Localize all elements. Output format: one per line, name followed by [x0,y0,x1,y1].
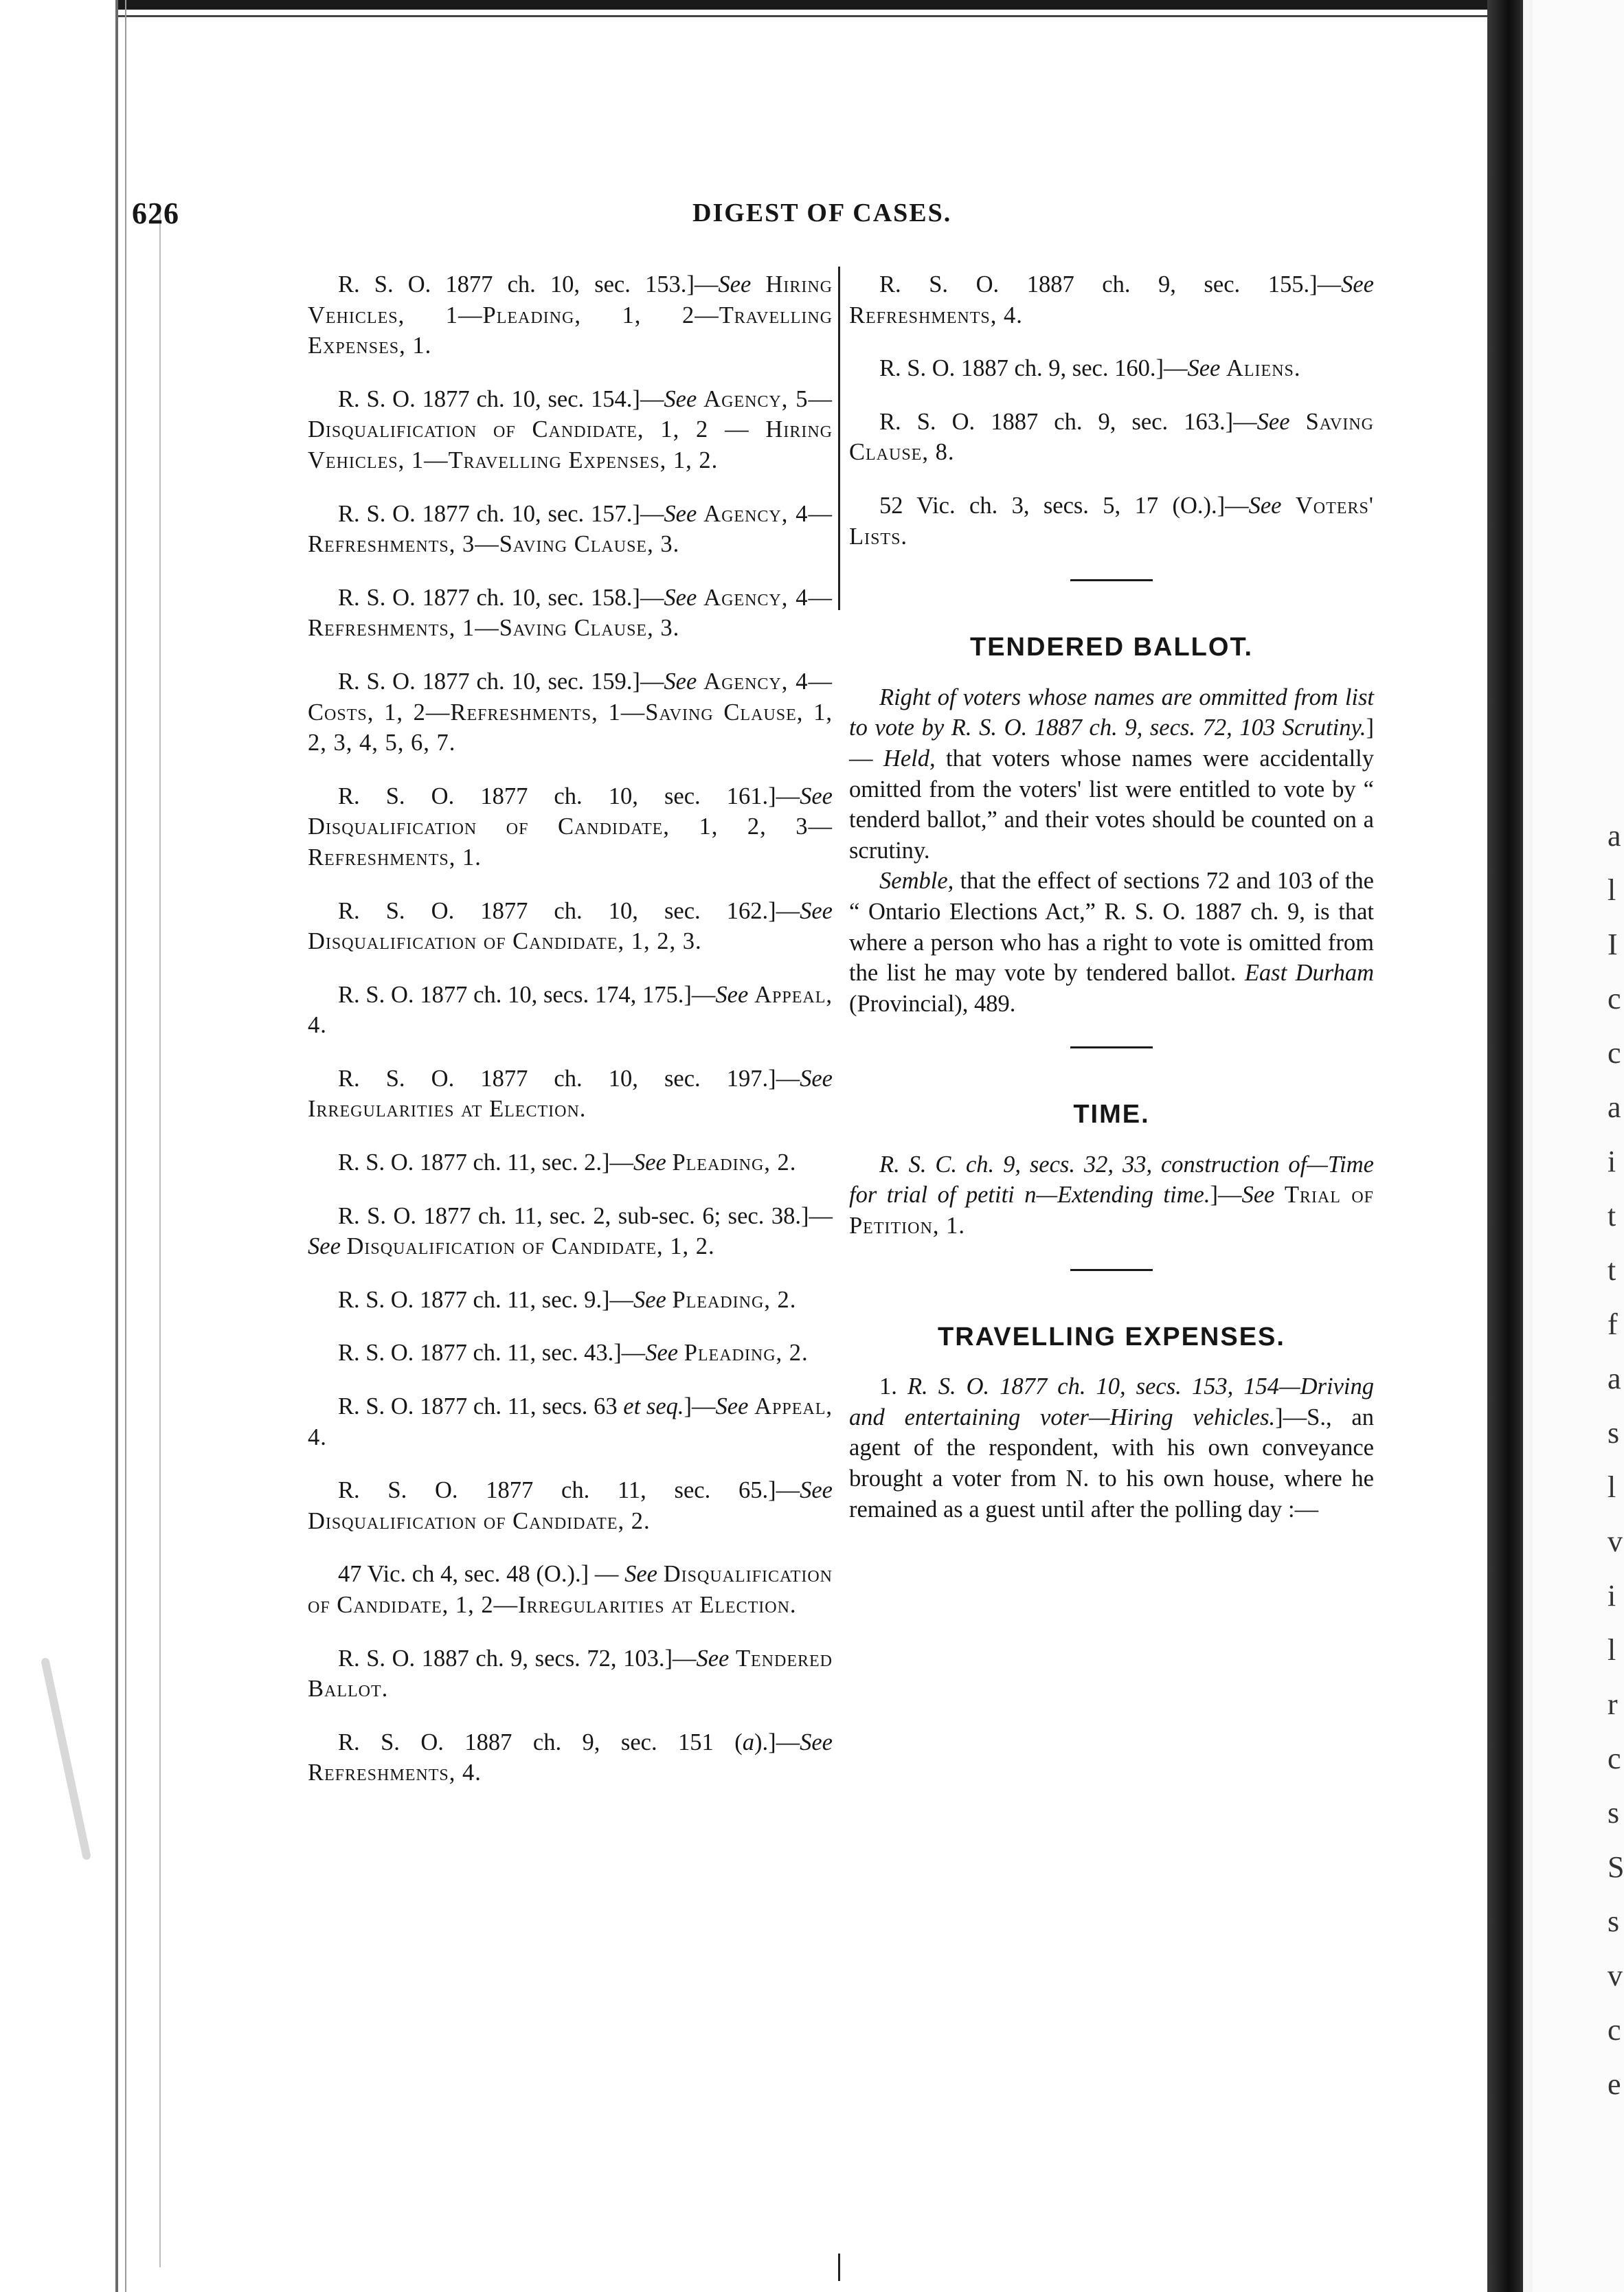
index-entry [308,666,833,759]
travelling-summary-italic: R. S. O. 1877 ch. 10, secs. 153, 154—Driving and entertaining voter—Hiring vehicles. [849,1373,1375,1430]
statute-reference: R. S. O. 1887 ch. 9, sec. 163.]— [879,408,1257,435]
index-entry [308,1727,833,1788]
cross-reference: Appeal, 4. [308,1393,833,1450]
bracket-dash: ] — [849,715,1374,772]
index-entry-text [308,1285,833,1316]
index-entry-text [308,980,833,1041]
statute-reference: R. S. O. 1887 ch. 9, sec. 160.]— [879,355,1188,382]
section-heading-time: TIME. [1073,1100,1150,1130]
facing-page-letter: e [1608,2067,1621,2101]
facing-page-letter: f [1608,1307,1618,1341]
cross-reference: Aliens. [1226,355,1301,382]
semble-label: Semble, [879,868,954,895]
index-entry [308,781,833,873]
index-entry-text [308,1147,833,1178]
see-label: See [1256,408,1290,435]
facing-page-letter: I [1608,928,1618,961]
see-label: See [1341,271,1374,297]
cross-reference: Agency, 4—Costs, 1, 2—Refreshments, 1—Saving Clause, 1, 2, 3, 4, 5, 6, 7. [308,668,833,756]
case-citation: (Provincial), 489. [849,990,1016,1017]
page-edge-shadow [159,206,161,2267]
see-label: See [696,1645,730,1672]
cross-reference: Pleading, 2. [672,1286,797,1313]
index-entry-text [849,491,1374,552]
facing-page-letter: c [1608,1036,1621,1070]
index-entry [849,407,1374,468]
time-summary-italic: R. S. C. ch. 9, secs. 32, 33, construction of—Time for trial of petiti n—Extending time. [849,1151,1374,1209]
column-divider [838,267,840,610]
travelling-expenses-paragraph [849,1371,1374,1525]
cross-reference: Agency, 4—Refreshments, 1—Saving Clause, 3. [308,584,833,642]
facing-page-letter: l [1608,873,1616,907]
facing-page-letter: S [1608,1850,1624,1884]
cross-reference: Appeal, 4. [308,981,833,1039]
see-label: See [800,897,833,924]
facing-page-letter: a [1608,819,1621,853]
index-entry-text [308,666,833,759]
facing-page-letter: v [1608,1959,1623,1992]
time-paragraph [849,1149,1374,1242]
see-label: See [800,1065,833,1092]
cross-reference: Disqualification of Candidate, 1, 2. [346,1233,715,1260]
statute-reference: R. S. O. 1887 ch. 9, secs. 72, 103.]— [338,1645,697,1672]
statute-reference: R. S. O. 1877 ch. 11, sec. 2.]— [338,1149,633,1176]
see-label: See [1241,1182,1275,1209]
statute-reference-end: ]— [684,1393,716,1420]
index-entry-text [308,269,833,361]
cross-reference: Disqualification of Candidate, 2. [308,1507,651,1534]
index-entry-text [308,1475,833,1536]
index-entry-text [308,896,833,957]
cross-reference: Agency, 4—Refreshments, 3—Saving Clause, 3. [308,500,833,558]
index-entry-text [849,269,1374,330]
gutter-highlight [1523,0,1533,2292]
statute-reference: R. S. O. 1887 ch. 9, sec. 155.]— [879,271,1342,297]
see-label: See [664,668,697,695]
index-entry [308,1201,833,1262]
cross-reference: Saving Clause, 8. [849,408,1375,466]
statute-reference-italic: et seq. [623,1393,684,1420]
cross-reference: Disqualification of Candidate, 1, 2, 3. [308,928,702,955]
cross-reference: Refreshments, 4. [308,1760,482,1786]
statute-reference: R. S. O. 1877 ch. 10, sec. 197.]— [338,1065,800,1092]
tendered-ballot-paragraph-2 [849,866,1374,1019]
right-column-entries [849,269,1374,552]
statute-reference-italic: a [742,1729,754,1755]
section-separator [1070,579,1153,581]
index-entry [308,1643,833,1705]
facing-page-letter: i [1608,1579,1616,1613]
index-entry-text [308,1391,833,1452]
section-heading-travelling-expenses: TRAVELLING EXPENSES. [938,1322,1285,1351]
cross-reference: Irregularities at Election. [308,1096,587,1123]
left-column [308,269,833,1811]
index-entry [849,353,1374,384]
cross-reference: Disqualification of Candidate, 1, 2—Irregularities at Election. [308,1561,833,1618]
see-label: See [715,1393,749,1420]
statute-reference: R. S. O. 1877 ch. 11, sec. 2, sub-sec. 6; sec. 38.]— [338,1202,833,1229]
index-entry [308,1285,833,1316]
scan-border-top-line [117,15,1498,17]
page-edge-left-line [125,0,126,2292]
statute-reference: 47 Vic. ch 4, sec. 48 (O.).] — [338,1561,625,1588]
semble-text: that the effect of sections 72 and 103 of the “ Ontario Elections Act,” R. S. O. 1887 ch. 9, is that where a person who has a right to vote is omitted from the list he may vote by tendered ballot. [849,868,1374,987]
index-entry [308,1338,833,1369]
index-entry-text [308,1064,833,1125]
facing-page-letter: a [1608,1090,1621,1124]
facing-page-letter: l [1608,1633,1616,1667]
index-entry [308,1475,833,1536]
see-label: See [800,783,833,809]
facing-page-letter: r [1608,1687,1618,1721]
index-entry-text [308,1201,833,1262]
statute-reference: R. S. O. 1877 ch. 10, sec. 157.]— [338,500,664,527]
cross-reference: Pleading, 2. [672,1149,797,1176]
index-entry [308,1391,833,1452]
running-head: DIGEST OF CASES. [692,199,952,227]
index-entry [308,269,833,361]
statute-reference: R. S. O. 1877 ch. 10, sec. 162.]— [338,897,800,924]
item-number: 1. [879,1373,897,1400]
index-entry-text [308,1727,833,1788]
cross-reference: Voters' Lists. [849,492,1375,550]
statute-reference: 52 Vic. ch. 3, secs. 5, 17 (O.).]— [879,492,1249,519]
see-label: See [1187,355,1221,382]
see-label: See [308,1233,341,1260]
statute-reference: R. S. O. 1887 ch. 9, sec. 151 ( [338,1729,743,1755]
cross-reference: Pleading, 2. [684,1340,809,1367]
statute-reference: R. S. O. 1877 ch. 11, sec. 65.]— [338,1477,800,1504]
held-label: Held, [883,745,936,772]
index-entry-text [849,407,1374,468]
statute-reference-end: ).]— [754,1729,800,1755]
cross-reference: Agency, 5—Disqualification of Candidate, 1, 2 — Hiring Vehicles, 1—Travelling Expenses, 1, 2. [308,385,833,473]
statute-reference: R. S. O. 1877 ch. 11, sec. 43.]— [338,1340,646,1367]
holding-text: that voters whose names were accidentally omitted from the voters' list were entitled to vote by “ tenderd ballot,” and their votes should be counted on a scrutiny. [849,745,1374,864]
page-edge-left [115,0,118,2292]
index-entry [308,384,833,476]
see-label: See [1248,492,1282,519]
index-entry-text [308,781,833,873]
facing-page-letter: t [1608,1199,1616,1233]
cross-reference: Hiring Vehicles, 1—Pleading, 1, 2—Travelling Expenses, 1. [308,271,833,359]
section-separator [1070,1269,1153,1271]
page-number: 626 [132,196,179,230]
see-label: See [800,1729,833,1755]
index-entry [308,980,833,1041]
cross-reference: Refreshments, 4. [849,302,1023,328]
index-entry [849,491,1374,552]
statute-reference: R. S. O. 1877 ch. 11, sec. 9.]— [338,1286,633,1313]
scan-border-top [117,0,1498,10]
facing-page-letter: c [1608,2013,1621,2047]
index-entry [308,583,833,644]
index-entry-text [308,1643,833,1705]
facing-page-letter: s [1608,1796,1620,1830]
facing-page-letter: s [1608,1416,1620,1450]
case-summary-italic: Right of voters whose names are ommitted from list to vote by R. S. O. 1887 ch. 9, secs. 72, 103 Scrutiny. [849,684,1374,741]
see-label: See [664,500,697,527]
cross-reference: Disqualification of Candidate, 1, 2, 3—Refreshments, 1. [308,813,833,870]
facing-page-letter: c [1608,982,1621,1015]
index-entry [849,269,1374,330]
facing-page-letter: s [1608,1905,1620,1938]
facing-page-letter: i [1608,1145,1616,1178]
case-name: East Durham [1244,960,1374,987]
section-separator [1070,1046,1153,1048]
index-entry [308,896,833,957]
cross-reference: Tendered Ballot. [308,1645,833,1703]
index-entry [308,1559,833,1620]
index-entry-text [849,353,1374,384]
bracket-dash: ]— [1210,1182,1242,1209]
statute-reference: R. S. O. 1877 ch. 10, sec. 153.]— [338,271,719,297]
index-entry-text [308,384,833,476]
index-entry [308,1147,833,1178]
facing-page-letter: t [1608,1253,1616,1287]
index-entry [308,499,833,560]
index-entry [308,1064,833,1125]
scan-smudge [41,1657,91,1861]
index-entry-text [308,499,833,560]
index-entry-text [308,583,833,644]
see-label: See [715,981,749,1008]
statute-reference: R. S. O. 1877 ch. 10, secs. 174, 175.]— [338,981,716,1008]
right-column [849,269,1374,1525]
see-label: See [633,1149,666,1176]
see-label: See [664,385,697,412]
facing-page-letter: v [1608,1525,1623,1558]
statute-reference: R. S. O. 1877 ch. 11, secs. 63 [338,1393,624,1420]
see-label: See [645,1340,679,1367]
tendered-ballot-paragraph-1 [849,682,1374,866]
statute-reference: R. S. O. 1877 ch. 10, sec. 154.]— [338,385,664,412]
statute-reference: R. S. O. 1877 ch. 10, sec. 161.]— [338,783,800,809]
facing-page-letter: a [1608,1362,1621,1395]
see-label: See [624,1561,657,1588]
index-entry-text [308,1559,833,1620]
see-label: See [718,271,752,297]
book-gutter [1487,0,1523,2292]
index-entry-text [308,1338,833,1369]
column-divider-bottom [838,2254,840,2281]
facing-page-letter: c [1608,1742,1621,1775]
travelling-text: ]—S., an agent of the respondent, with his own conveyance brought a voter from N. to his own house, where he remained as a guest until after the polling day :— [849,1404,1374,1523]
see-label: See [664,584,697,611]
section-heading-tendered-ballot: TENDERED BALLOT. [970,633,1253,662]
see-label: See [800,1477,833,1504]
cross-reference: Trial of Petition, 1. [849,1182,1375,1239]
statute-reference: R. S. O. 1877 ch. 10, sec. 159.]— [338,668,664,695]
see-label: See [633,1286,666,1313]
facing-page-letter: l [1608,1470,1616,1504]
statute-reference: R. S. O. 1877 ch. 10, sec. 158.]— [338,584,664,611]
